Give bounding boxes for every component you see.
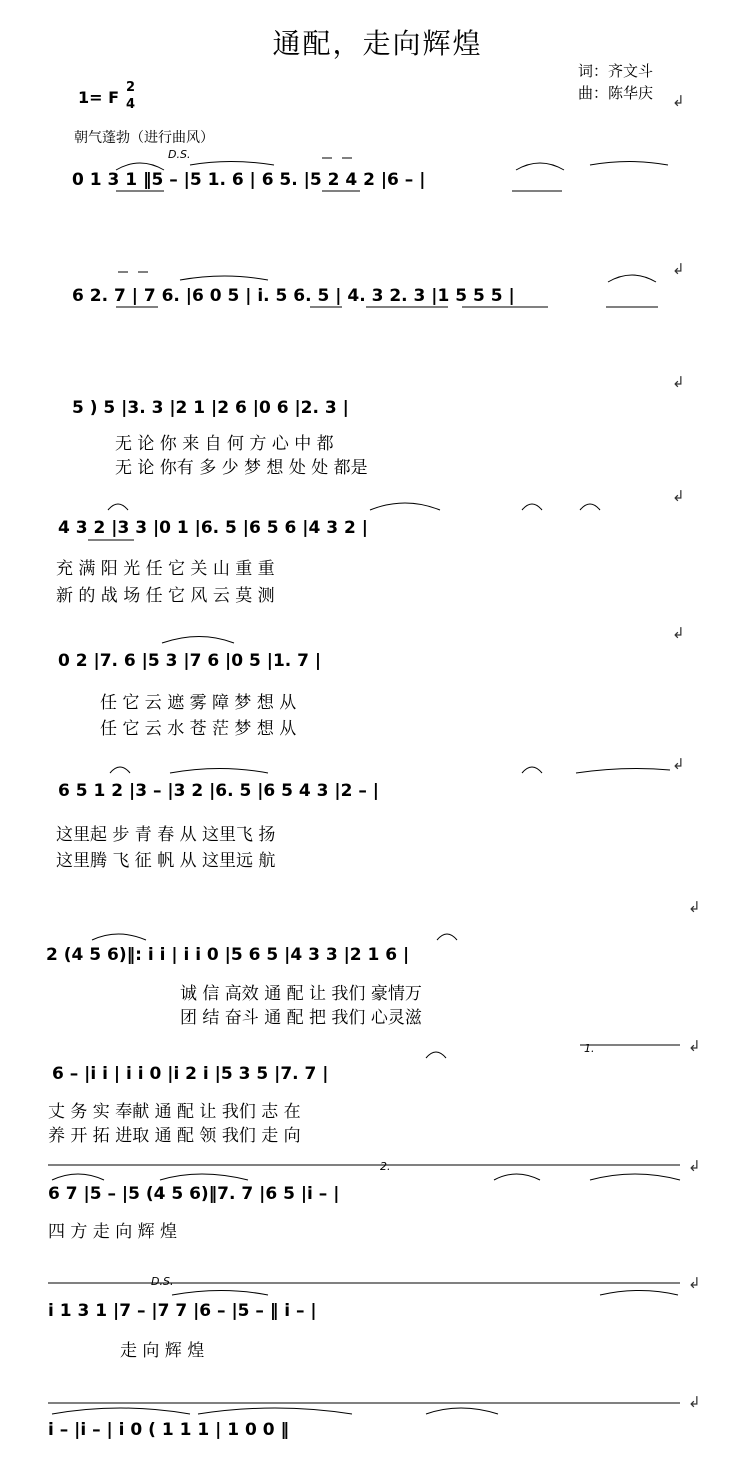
lyric-line-6a: 这里起 步 青 春 从 这里飞 扬	[56, 825, 276, 845]
turn-page-icon: ↲	[672, 260, 685, 278]
turn-page-icon: ↲	[672, 755, 685, 773]
lyric-line-6b: 这里腾 飞 征 帆 从 这里远 航	[56, 851, 276, 871]
turn-page-icon: ↲	[688, 1157, 701, 1175]
lyric-line-5a: 任 它 云 遮 雾 障 梦 想 从	[100, 693, 297, 713]
lyric-line-7b: 团 结 奋斗 通 配 把 我们 心灵滋	[180, 1008, 422, 1028]
lyric-line-8b: 养 开 拓 进取 通 配 领 我们 走 向	[48, 1126, 301, 1146]
song-title: 通配，走向辉煌	[272, 27, 483, 60]
turn-page-icon: ↲	[688, 1393, 701, 1411]
ds-mark-1: D.S.	[168, 148, 191, 161]
volta-2-mark: 2.	[380, 1160, 391, 1173]
notation-line-5: 0 2 |7. 6 |5 3 |7 6 |0 5 |1. 7 |	[58, 651, 322, 671]
turn-page-icon: ↲	[672, 624, 685, 642]
lyric-line-10a: 走 向 辉 煌	[120, 1341, 205, 1361]
lyric-line-3b: 无 论 你有 多 少 梦 想 处 处 都是	[115, 458, 368, 478]
notation-line-9: 6 7 |5 – |5 (4 5 6)‖7. 7 |6 5 |i – |	[48, 1184, 340, 1204]
turn-page-icon: ↲	[688, 1274, 701, 1292]
turn-page-icon: ↲	[688, 898, 701, 916]
meter-bottom: 4	[126, 97, 136, 112]
lyric-line-7a: 诚 信 高效 通 配 让 我们 豪情万	[180, 984, 422, 1004]
lyricist-credit: 词：齐文斗	[578, 62, 654, 80]
notation-line-4: 4 3 2 |3 3 |0 1 |6. 5 |6 5 6 |4 3 2 |	[58, 518, 368, 538]
notation-line-8: 6 – |i i | i i 0 |i 2 i |5 3 5 |7. 7 |	[52, 1064, 329, 1084]
tempo-marking: 朝气蓬勃（进行曲风）	[74, 130, 214, 146]
tie	[190, 162, 274, 166]
notation-line-6: 6 5 1 2 |3 – |3 2 |6. 5 |6 5 4 3 |2 – |	[58, 781, 380, 801]
notation-line-11: i – |i – | i 0 ( 1 1 1 | 1 0 0 ‖	[48, 1420, 289, 1440]
lyric-line-4b: 新 的 战 场 任 它 风 云 莫 测	[56, 586, 275, 606]
lyric-line-5b: 任 它 云 水 苍 茫 梦 想 从	[100, 719, 297, 739]
notation-line-10: i 1 3 1 |7 – |7 7 |6 – |5 – ‖ i – |	[48, 1301, 317, 1321]
turn-page-icon: ↲	[672, 373, 685, 391]
composer-credit: 曲：陈华庆	[578, 84, 654, 102]
lyric-line-4a: 充 满 阳 光 任 它 关 山 重 重	[56, 559, 275, 579]
turn-page-icon: ↲	[672, 487, 685, 505]
triplet-slur	[116, 163, 164, 170]
notation-line-2: 6 2. 7 | 7 6. |6 0 5 | i. 5 6. 5 | 4. 3 2. 3 |1 5 5 5 |	[72, 286, 515, 306]
lyric-line-3a: 无 论 你 来 自 何 方 心 中 都	[115, 434, 334, 454]
lyric-line-9a: 四 方 走 向 辉 煌	[48, 1222, 178, 1242]
key-signature: 1= F	[78, 88, 120, 107]
notation-line-1: 0 1 3 1 ‖5 – |5 1. 6 | 6 5. |5 2 4 2 |6 – |	[72, 170, 426, 190]
turn-page-icon: ↲	[688, 1037, 701, 1055]
ds-mark-2: D.S.	[151, 1275, 174, 1288]
volta-1-mark: 1.	[584, 1042, 595, 1055]
notation-line-7: 2 (4 5 6)‖: i i | i i 0 |5 6 5 |4 3 3 |2 1 6 |	[46, 945, 410, 965]
turn-page-icon: ↲	[672, 92, 685, 110]
lyric-line-8a: 丈 务 实 奉献 通 配 让 我们 志 在	[48, 1102, 301, 1122]
meter-top: 2	[126, 80, 136, 95]
notation-line-3: 5 ) 5 |3. 3 |2 1 |2 6 |0 6 |2. 3 |	[72, 398, 349, 418]
